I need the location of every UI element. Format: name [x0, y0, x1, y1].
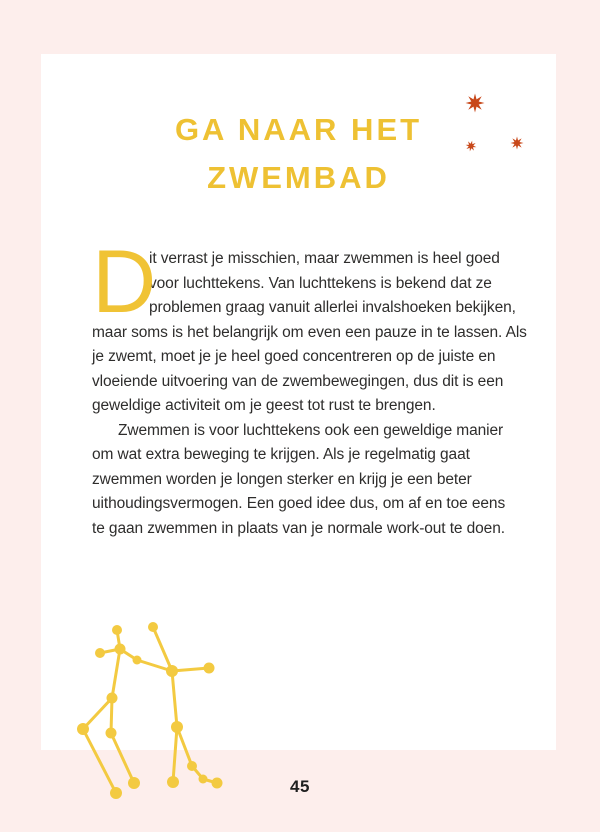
body-line: zwemmen worden je longen sterker en krijg je een beter	[92, 470, 472, 488]
page-number: 45	[290, 777, 310, 796]
body-text	[92, 231, 532, 541]
body-line: te gaan zwemmen in plaats van je normale work-out te doen.	[92, 519, 505, 537]
body-line: problemen graag vanuit allerlei invalshoeken bekijken,	[149, 299, 516, 316]
drop-cap: D	[92, 231, 157, 331]
body-line: maar soms is het belangrijk om even een pauze in te lassen. Als	[92, 323, 527, 341]
star-small-right-icon	[511, 137, 524, 150]
page-title-line2: ZWEMBAD	[207, 160, 390, 195]
body-line: om wat extra beweging te krijgen. Als je regelmatig gaat	[92, 446, 470, 463]
starburst-stars-icon	[452, 84, 532, 159]
star-large-icon	[466, 94, 485, 113]
body-line: vloeiende uitvoering van de zwembewegingen, dus dit is een	[92, 372, 504, 390]
body-line: uithoudingsvermogen. Een goed idee dus, om af en toe eens	[92, 495, 506, 512]
body-line: voor luchttekens. Van luchttekens is bekend dat ze	[149, 274, 492, 292]
body-line: it verrast je misschien, maar zwemmen is heel goed	[149, 250, 500, 267]
body-line: je zwemt, moet je je heel goed concentreren op de juiste en	[92, 348, 496, 365]
body-line: geweldige activiteit om je geest tot rust te brengen.	[92, 397, 436, 414]
body-line: Zwemmen is voor luchttekens ook een geweldige manier	[118, 421, 504, 439]
page-title-line1: GA NAAR HET	[174, 112, 423, 147]
star-small-left-icon	[464, 139, 477, 152]
